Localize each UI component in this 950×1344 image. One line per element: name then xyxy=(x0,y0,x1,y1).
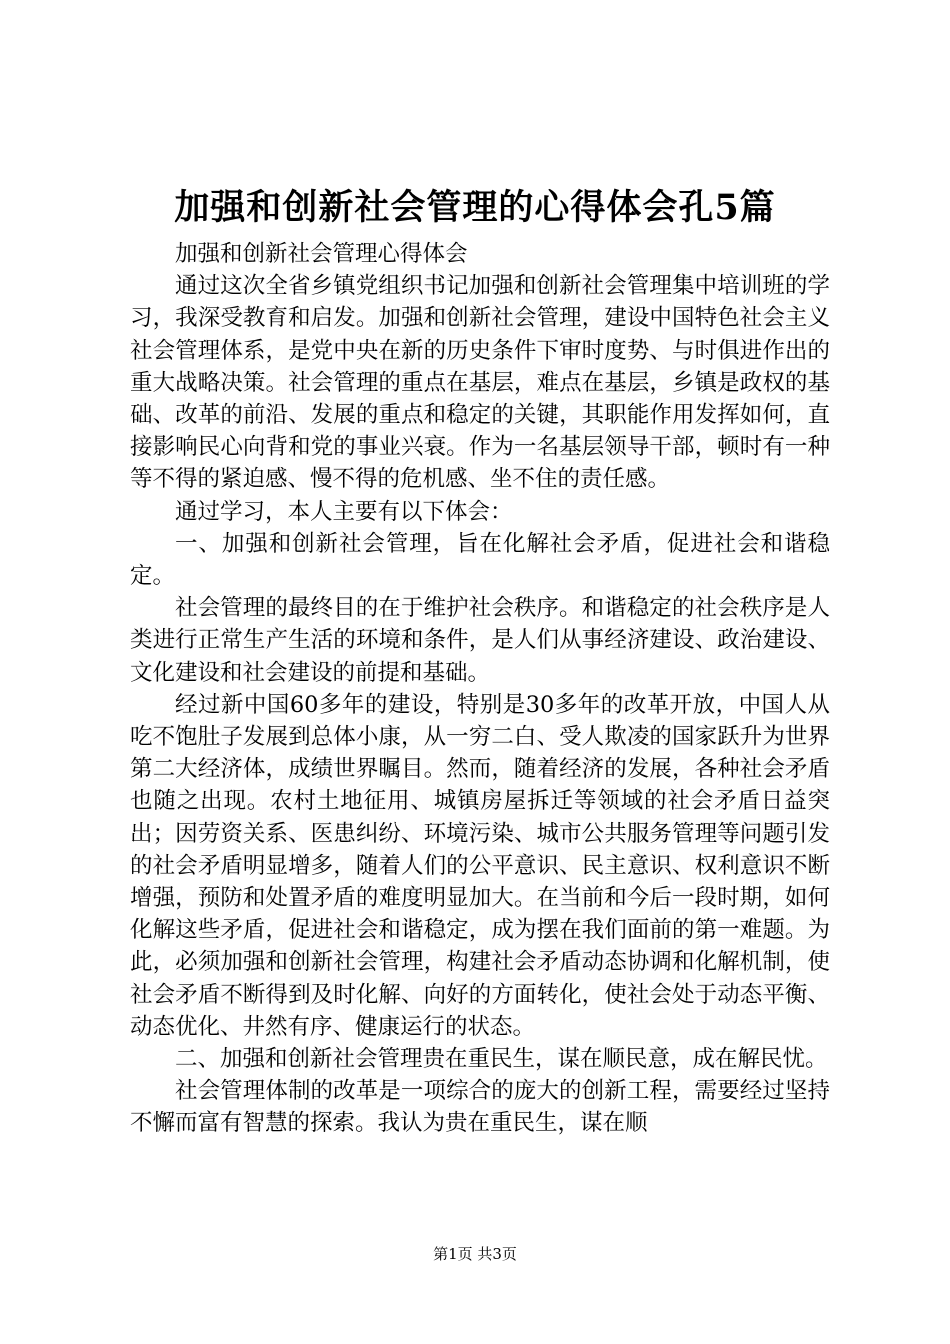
document-title: 加强和创新社会管理的心得体会孔5篇 xyxy=(174,187,776,228)
paragraph: 二、加强和创新社会管理贵在重民生，谋在顺民意，成在解民忧。 xyxy=(175,1046,828,1073)
paragraph: 社会管理体制的改革是一项综合的庞大的创新工程，需要经过坚持不懈而富有智慧的探索。我认为贵在重民生，谋在顺 xyxy=(130,1078,830,1137)
document-body xyxy=(130,238,830,1140)
paragraph: 通过这次全省乡镇党组织书记加强和创新社会管理集中培训班的学习，我深受教育和启发。加强和创新社会管理，建设中国特色社会主义社会管理体系，是党中央在新的历史条件下审时度势、与时俱进作出的重大战略决策。社会管理的重点在基层，难点在基层，乡镇是政权的基础、改革的前沿、发展的重点和稳定的关键，其职能作用发挥如何，直接影响民心向背和党的事业兴衰。作为一名基层领导干部，顿时有一种等不得的紧迫感、慢不得的危机感、坐不住的责任感。 xyxy=(130,273,830,493)
paragraph: 社会管理的最终目的在于维护社会秩序。和谐稳定的社会秩序是人类进行正常生产生活的环境和条件，是人们从事经济建设、政治建设、文化建设和社会建设的前提和基础。 xyxy=(130,595,830,686)
page-number-footer: 第1页 共3页 xyxy=(433,1245,517,1263)
paragraph: 经过新中国60多年的建设，特别是30多年的改革开放，中国人从吃不饱肚子发展到总体小康，从一穷二白、受人欺凌的国家跃升为世界第二大经济体，成绩世界瞩目。然而，随着经济的发展，各种社会矛盾也随之出现。农村土地征用、城镇房屋拆迁等领域的社会矛盾日益突出；因劳资关系、医患纠纷、环境污染、城市公共服务管理等问题引发的社会矛盾明显增多，随着人们的公平意识、民主意识、权利意识不断增强，预防和处置矛盾的难度明显加大。在当前和今后一段时期，如何化解这些矛盾，促进社会和谐稳定，成为摆在我们面前的第一难题。为此，必须加强和创新社会管理，构建社会矛盾动态协调和化解机制，使社会矛盾不断得到及时化解、向好的方面转化，使社会处于动态平衡、动态优化、井然有序、健康运行的状态。 xyxy=(130,691,830,1040)
paragraph: 一、加强和创新社会管理，旨在化解社会矛盾，促进社会和谐稳定。 xyxy=(130,530,830,590)
paragraph: 加强和创新社会管理心得体会 xyxy=(175,241,468,267)
paragraph: 通过学习，本人主要有以下体会： xyxy=(175,498,513,525)
